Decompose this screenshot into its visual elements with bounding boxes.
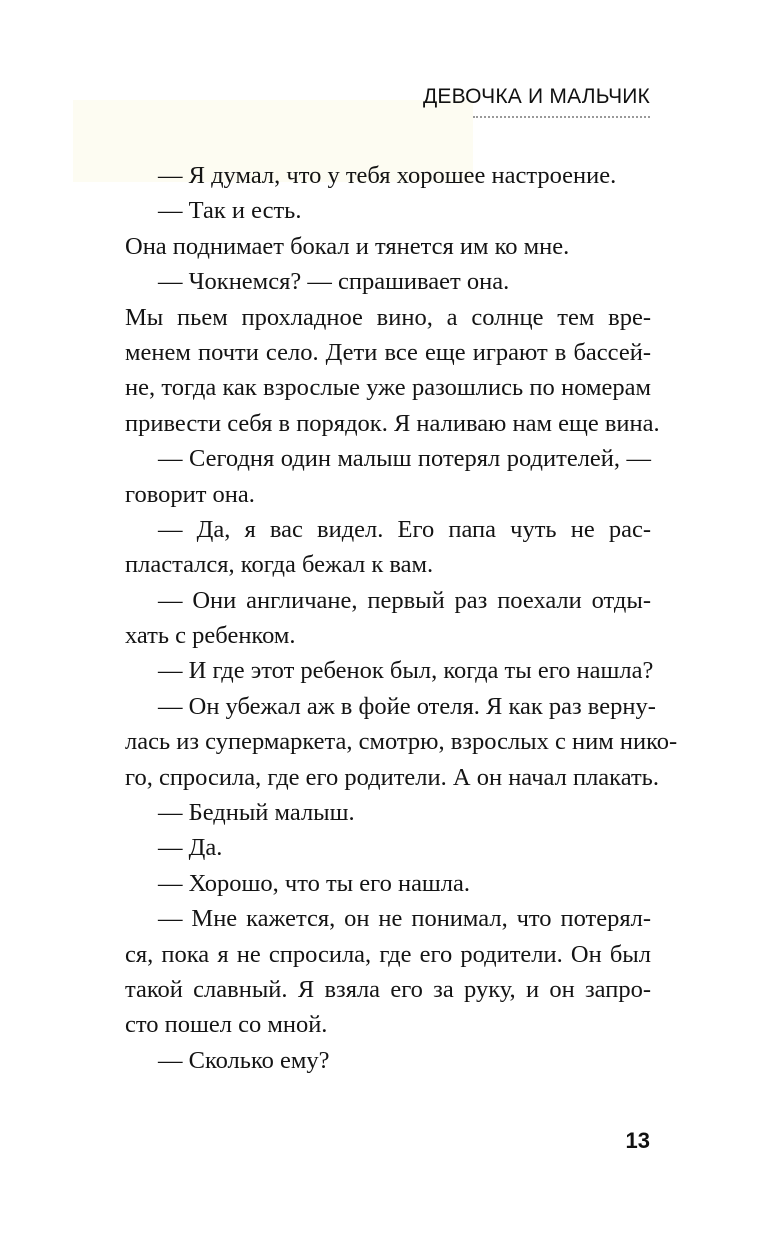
text-line: — Чокнемся? — спрашивает она. bbox=[158, 268, 510, 296]
text-line: привести себя в порядок. Я наливаю нам еще вина. bbox=[125, 409, 660, 437]
text-line: лась из супермаркета, смотрю, взрослых с ним нико- bbox=[125, 728, 678, 756]
page-number: 13 bbox=[625, 1128, 650, 1153]
text-line: — Так и есть. bbox=[158, 197, 302, 225]
text-line: сто пошел со мной. bbox=[125, 1011, 328, 1039]
running-title: ДЕВОЧКА И МАЛЬЧИК bbox=[422, 85, 650, 108]
text-line: — Мне кажется, он не понимал, что потерял- bbox=[158, 905, 651, 933]
text-line: такой славный. Я взяла его за руку, и он запро- bbox=[125, 975, 651, 1003]
text-line: — Хорошо, что ты его нашла. bbox=[158, 869, 471, 897]
text-line: — Сколько ему? bbox=[158, 1046, 330, 1074]
text-line: Мы пьем прохладное вино, а солнце тем вре- bbox=[125, 303, 651, 331]
text-line: — Сегодня один малыш потерял родителей, — bbox=[158, 445, 651, 473]
text-line: — Да. bbox=[158, 834, 223, 862]
text-line: хать с ребенком. bbox=[125, 622, 296, 650]
text-line: — Я думал, что у тебя хорошее настроение. bbox=[158, 162, 617, 189]
text-line: менем почти село. Дети все еще играют в бассей- bbox=[125, 338, 651, 366]
text-line: го, спросила, где его родители. А он начал плакать. bbox=[125, 763, 659, 791]
text-line: Она поднимает бокал и тянется им ко мне. bbox=[125, 232, 570, 260]
text-line: — Бедный малыш. bbox=[158, 799, 355, 827]
header-rule bbox=[473, 116, 650, 121]
text-line: не, тогда как взрослые уже разошлись по номерам bbox=[125, 374, 651, 402]
text-line: — И где этот ребенок был, когда ты его нашла? bbox=[158, 657, 654, 685]
text-line: — Да, я вас видел. Его папа чуть не рас- bbox=[158, 515, 651, 543]
body-text bbox=[125, 158, 678, 1078]
text-line: ся, пока я не спросила, где его родители. Он был bbox=[125, 940, 651, 968]
text-line: пластался, когда бежал к вам. bbox=[125, 551, 434, 579]
text-line: говорит она. bbox=[125, 480, 255, 508]
text-line: — Они англичане, первый раз поехали отды- bbox=[158, 586, 651, 614]
text-line: — Он убежал аж в фойе отеля. Я как раз верну- bbox=[158, 692, 656, 720]
